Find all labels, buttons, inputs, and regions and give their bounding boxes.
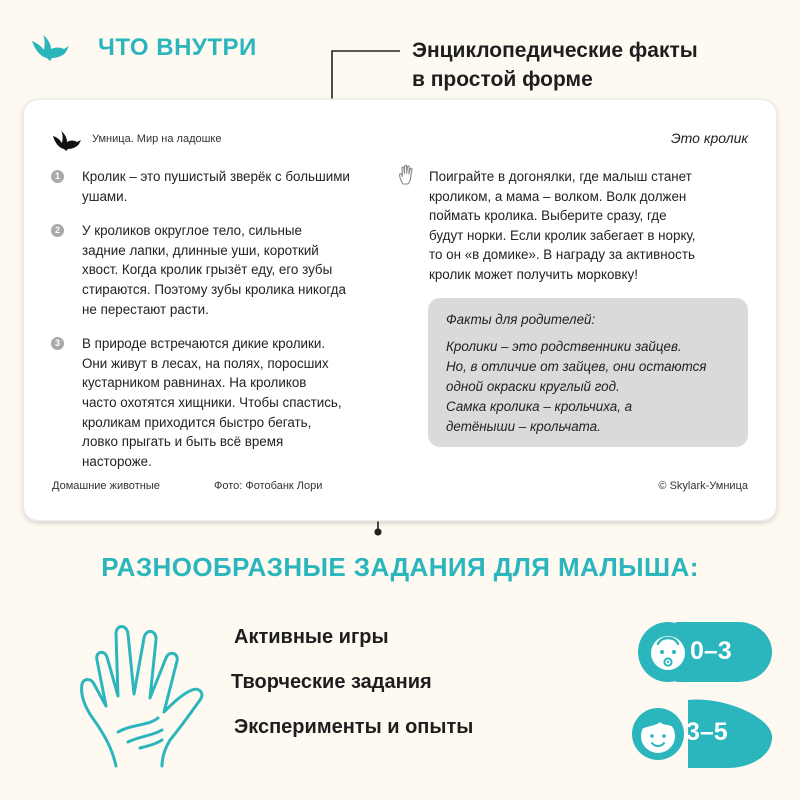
photo-credit: Фото: Фотобанк Лори (214, 480, 323, 492)
section-title: ЧТО ВНУТРИ (98, 34, 257, 61)
callout-line-1: Энциклопедические факты (412, 39, 698, 62)
fact-number-badge: 1 (51, 170, 64, 183)
open-palm-icon (78, 620, 210, 770)
age-label-3-5: 3–5 (686, 718, 728, 746)
fact-item (50, 221, 350, 319)
game-description (429, 167, 729, 285)
fact-line: В природе встречаются дикие кролики. (82, 336, 326, 352)
bird-logo-icon (52, 130, 82, 152)
parents-facts-box (428, 298, 748, 447)
fact-line: задние лапки, длинные уши, короткий (82, 242, 319, 258)
fact-item (50, 334, 350, 471)
fact-line: ловко прыгать и быть всё время (82, 434, 284, 450)
tasks-heading: РАЗНООБРАЗНЫЕ ЗАДАНИЯ ДЛЯ МАЛЫША: (101, 552, 699, 582)
parents-fact-line: детёныши – крольчата. (446, 419, 601, 434)
facts-list (50, 167, 350, 486)
fact-line: не перестают расти. (82, 301, 209, 317)
fact-line: У кроликов округлое тело, сильные (82, 223, 303, 239)
callout-line-2: в простой форме (412, 68, 593, 91)
age-label-0-3: 0–3 (690, 637, 732, 665)
baby-face-icon (651, 636, 685, 670)
game-line: кроликом, а мама – волком. Волк должен (429, 188, 687, 204)
fact-line: кустарником равнинах. На кроликов (82, 375, 307, 391)
parents-fact-line: одной окраски круглый год. (446, 379, 620, 394)
boy-face-icon (640, 716, 676, 755)
parents-fact-line: Кролики – это родственники зайцев. (446, 339, 682, 354)
card-brand: Умница. Мир на ладошке (92, 133, 222, 145)
task-item-active-games: Активные игры (234, 626, 389, 648)
card-category: Домашние животные (52, 480, 160, 492)
fact-line: кроликам приходится быстро бегать, (82, 414, 312, 430)
fact-line: часто охотятся хищники. Чтобы спастись, (82, 394, 342, 410)
game-line: кролик может получить морковку! (429, 266, 638, 282)
hand-icon (398, 164, 416, 186)
fact-line: Кролик – это пушистый зверёк с большими (82, 169, 350, 184)
game-line: Поиграйте в догонялки, где малыш станет (429, 169, 692, 184)
parents-fact-line: Но, в отличие от зайцев, они остаются (446, 359, 707, 374)
bird-icon (30, 34, 70, 62)
game-line: поймать кролика. Выберите сразу, где (429, 208, 667, 224)
copyright: © Skylark-Умница (658, 480, 748, 492)
fact-line: ушами. (82, 188, 128, 204)
encyclopedia-card (24, 100, 776, 520)
parents-fact-line: Самка кролика – крольчиха, а (446, 399, 633, 414)
task-item-creative-tasks: Творческие задания (231, 671, 432, 693)
fact-number-badge: 3 (51, 337, 64, 350)
parents-facts-title: Факты для родителей: (446, 312, 596, 327)
fact-line: Они живут в лесах, на полях, поросших (82, 355, 329, 371)
game-line: будут норки. Если кролик забегает в норку, (429, 227, 696, 243)
fact-line: стираются. Поэтому зубы кролика никогда (82, 281, 346, 297)
callout-text (412, 36, 698, 94)
fact-number-badge: 2 (51, 224, 64, 237)
task-item-experiments: Эксперименты и опыты (234, 716, 474, 738)
fact-item (50, 167, 350, 206)
game-line: то он «в домике». В награду за активность (429, 247, 695, 263)
card-title: Это кролик (670, 130, 748, 146)
fact-line: настороже. (82, 453, 152, 469)
fact-line: хвост. Когда кролик грызёт еду, его зубы (82, 262, 333, 278)
